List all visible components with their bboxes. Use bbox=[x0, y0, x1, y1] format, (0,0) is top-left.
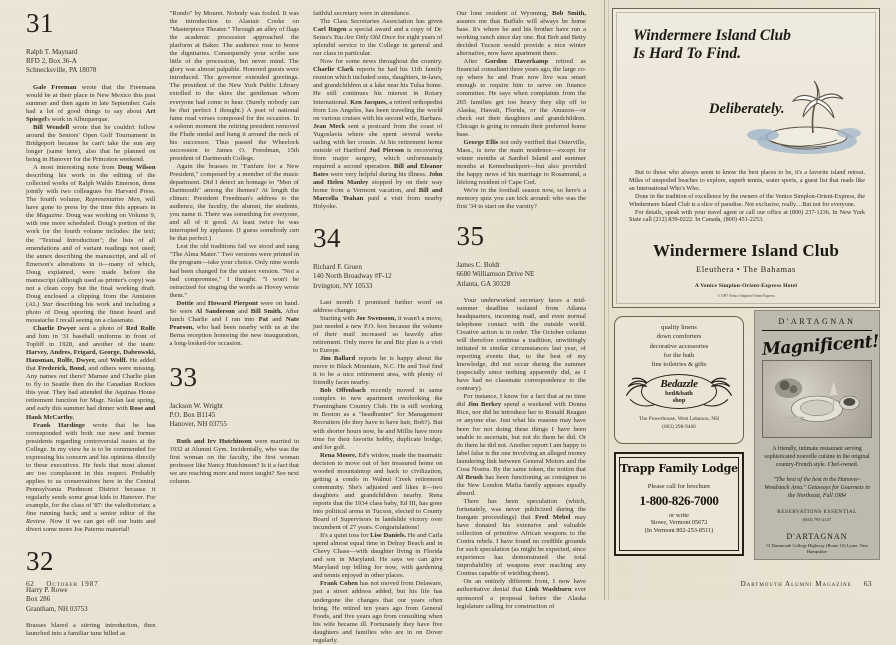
ad-windermere-island-club[interactable] bbox=[612, 8, 880, 308]
advertisement-zone bbox=[612, 8, 884, 556]
paragraph: Your underworked secretary faces a mid-summer deadline isolated from Atlanta headquarters, incoming mail, and even normal telephone contact with the outside world. Creative action is in order. The October column will therefore continue a tradition, unwittingly initiated in similar circumstances last year, of reporting events that, to the best of my knowledge, did not occur during the summer (especially since nothing apparently did, as I have had no classmate correspondence to the contrary). bbox=[456, 296, 586, 393]
ad-phone[interactable]: (603) 298-9466 bbox=[662, 423, 696, 430]
class-secretary-33 bbox=[170, 402, 300, 430]
ad-or-write: or write bbox=[668, 512, 690, 519]
class-secretary-34 bbox=[313, 263, 443, 291]
class-secretary-31 bbox=[26, 48, 156, 76]
ad-bedazzle[interactable] bbox=[614, 316, 744, 444]
ad-address: Stowe, Vermont 05672 bbox=[650, 519, 708, 526]
ad-headline-line-2: Is Hard To Find. bbox=[633, 44, 741, 62]
class-heading-32: 32 bbox=[26, 546, 54, 577]
ad-body-copy bbox=[629, 169, 865, 224]
secretary-address-2: Schnecksville, PA 18078 bbox=[26, 66, 97, 75]
page-gutter-line bbox=[604, 0, 605, 600]
paragraph: faithful secretary were in attendance. bbox=[313, 10, 411, 17]
ad-logo-name: Bedazzle bbox=[660, 378, 698, 391]
table-setting-photo bbox=[762, 360, 872, 438]
secretary-address-1: RFD 2, Box 36-A bbox=[26, 57, 77, 66]
paragraph: Brasses blared a stirring introduction, then launched into a familiar tune billed as bbox=[26, 621, 156, 637]
ad-title: D'ARTAGNAN bbox=[762, 317, 872, 331]
paragraph: Charlie Dwyer sent a photo of Red Rolfe and him in '31 baseball uniforms in front of Topliff in 1928, and another of the team: Harvey, Andres, Frigard, George, Dabrowski, Hausman, Rolfe, Dwyer, and Wolff. He added that Frederick, Bond, and others were missing. Any names out there? Marnee and Charlie plan to fly to Seattle then do the Canadian Rockies this year. They had attended the Aquinas House retirement function for Msgr. Nolan last spring, and early this summer had dinner with Rose and Hank McCarthy. bbox=[26, 325, 156, 421]
ad-product-list bbox=[619, 323, 739, 369]
ad-logo-sub-2: shop bbox=[672, 397, 686, 405]
paragraph: A most interesting note from Doug Wilson describing his work in the editing of the collected works of Ralph Waldo Emerson, done jointly with two colleagues for Harvard Press. The fourth volume, Representative Men, will have gone to press by the time this appears in the Magazine. Doug was working on Volume 9, with one more scheduled. Doug's portion of the work for the fourth volume includes: the text; the "Textual Introduction"; the lists of all emendations and of variant readings not used; the annex describing the manuscript, and all of Emerson's alterations in it—many of which, Doug explained, were made before the manuscript (although used as printer's copy) was not a clean copy but the final working draft. Doug enclosed a clipping from the Anniston (AL) Star describing his work and including a photo of Doug sporting the finest beard and moustache I recall seeing on a classmate. bbox=[26, 164, 156, 324]
class-notes-body-32 bbox=[26, 622, 156, 638]
ad-paragraph: Done in the tradition of excellence by the owners of the Venice Simplon-Orient-Express, the Windermere Island Club is a slice of paradise. Not exclusive, really…But not for everyone. bbox=[629, 192, 865, 208]
secretary-name: Richard F. Gruen bbox=[313, 263, 362, 272]
product-line: decorative accessories bbox=[649, 342, 709, 350]
ad-logo-block bbox=[613, 241, 879, 298]
paragraph: Bill Wendell wrote that he couldn't follow around the Seniors' Open Golf Tournament in Bridgeport because he can't take the sun any longer (same here), also that he planned on being in Hanover for the Princeton weekend. bbox=[26, 123, 156, 164]
paragraph: Gale Freeman wrote that the Freemans would be at their place in New Mexico this past summer and then again in late September. Gale had a lot of good things to say about Art Spiegel's work in Albuquerque. bbox=[26, 83, 156, 123]
ad-copyright: © 1987 Venice Simplon-Orient-Express bbox=[717, 294, 775, 298]
secretary-name: Harry P. Rowe bbox=[26, 586, 68, 595]
secretary-address-2: Irvington, NY 10533 bbox=[313, 281, 373, 290]
product-line: down comforters bbox=[656, 333, 702, 341]
secretary-name: Jackson W. Wright bbox=[169, 401, 223, 410]
class-notes-body-33-cont bbox=[313, 10, 443, 211]
class-notes-body-34 bbox=[313, 299, 443, 645]
page-number-left: 62 bbox=[26, 579, 35, 588]
paragraph: Jim Ballard reports he is happy about the move to Black Mountain, N.C. He and Teal find it to be a nice retirement area, with plenty of friendly faces nearby. bbox=[313, 355, 443, 387]
ad-headline bbox=[633, 27, 863, 62]
page-gutter-shadow bbox=[608, 0, 609, 600]
paragraph: Rena Moore, Ed's widow, made the traumatic decision to move out of her treasured home on wooded mountaintop and back to civilization, getting a condo in Walnut Creek retirement community. She's adjusted and likes it—two daughters and grandchildren nearby. Rena reports that the 1934 class baby, Ed III, has gone into political arena in Tucson, elected to County Board of Supervisors in landslide victory over incumbent of 27 years. Congratulations! bbox=[313, 451, 443, 532]
page-number-right: 63 bbox=[863, 579, 872, 588]
secretary-name: Ralph T. Maynard bbox=[26, 48, 78, 56]
class-notes-body-34-cont bbox=[457, 10, 587, 211]
ad-logo-affiliation: A Venice Simplon-Orient-Express Hotel bbox=[694, 283, 798, 289]
paragraph: Starting with Joe Swensson, it wasn't a move, just needed a new P.O. box because the volume of their mail increased so heavily after retirement. Only move he and Biz plan is a visit to Europe. bbox=[313, 314, 443, 355]
secretary-address-2: Atlanta, GA 30328 bbox=[456, 279, 511, 288]
secretary-name: James C. Boldt bbox=[456, 261, 500, 270]
ad-body-copy: A friendly, intimate restaurant serving sophisticated nouvelle cuisine in the original country-French style. Chef-owned. bbox=[764, 446, 870, 469]
ad-address: The Powerhouse, West Lebanon, NH bbox=[638, 416, 719, 423]
paragraph: Dottie and Howard Pierpont were on hand. So were Al Sanderson and Bill Smith. After lunch Charlie and I ran into Pat and Nate Pearson, who had been nearby with us at the Bema reception honoring the new inauguration, a long-looked-for occasion. bbox=[169, 299, 300, 347]
paragraph: Bob Offenbach recently moved in same complex to new apartment overlooking the Framingham Country Club. He is still working in Boston as a "headhunter" for Management Recruiters (do they have to have hair, Bob?). But with shorter hours now, he and Millie have more time for their favorite hobby, duplicate bridge, and for golf. bbox=[313, 387, 443, 451]
ad-call-to-action: Please call for brochure bbox=[647, 483, 711, 490]
ad-row-lower bbox=[612, 316, 880, 556]
footer-right bbox=[741, 579, 872, 588]
ad-logo-name: D'ARTAGNAN bbox=[786, 532, 848, 542]
paragraph: Frank Hardinge wrote that he has corresponded with both our new and former presidents regarding controversial issues at the College. In my view he is to be commended for expressing his concern and his opinions directly to these executives. He feels that most alumni are too complacent in this respect. Probably applies to us conservatives here in the Central Pennsylvania Piedmont District because it regularly sends some great kids to Hanover. For example, for the class of '87: the valedictorian; a fine running back; and a senior editor of the Review. Now if we can get off our butts and divert some more Joe Paterno material! bbox=[26, 421, 156, 534]
text-column-2 bbox=[170, 10, 300, 555]
paragraph: Again the brasses in "Fanfare for a New President," composed by a member of the music department. Did I detect an homage to "Men of Dartmouth" among the themes? At length the climax: President Freedman's address to the audience, the faculty, the alumni, the students, you name it. There was something for everyone, and all of it good. At least twice he was interrupted by applause. (I guess somebody can be that perfect.) bbox=[169, 162, 299, 243]
secretary-address-1: 6680 Williamson Drive NE bbox=[456, 270, 535, 279]
ad-logo-bedazzle bbox=[619, 370, 739, 414]
paragraph: Frank Cohen has not moved from Delaware, just a street address added, but his life has undergone the changes that our years often bring. He retired ten years ago from General Foods, and five years ago from consulting when his wife became ill. Fortunately they have five daughters and families who are in on Dover regularly. bbox=[313, 580, 443, 644]
paragraph: "Rondo" by Mouret. Nobody was fooled. It was the introduction to Alastair Cooke on "Masterpiece Theater." Through an alley of flags the academic procession approached the platform at Baker. The audience rose to honor the dignitaries. Consequently your scribe saw little of the procession, but never mind. The glory was almost palpable. Honored guests were introduced. The governor extended greetings. The president of the New York Public Library extolled to the skies the gentleman whom everyone had come to hear. (Surely nobody can be that perfect I thought.) A poet of national fame read verses composed for the occasion. In a solemn moment the retiring president removed the Flude medal and hung it around the neck of his successor. Thus passed the Wheelock succession to James O. Freedman, 15th president of Dartmouth College. bbox=[169, 10, 299, 162]
paragraph: After Gordon Haverkamp retired as financial consultant three years ago, the large co-op where he and Fran now live was smart enough to require him to serve on finance committee. He says when complaints from the 265 families get too heavy they slip off to Alaska, Hawaii, Florida, or the Amazon—or check out their daughters and grandchildren. Chicago is going to remain their preferred home base. bbox=[456, 58, 586, 138]
class-notes-body-35 bbox=[457, 297, 587, 611]
class-heading-31: 31 bbox=[26, 8, 54, 38]
paragraph: For instance, I know for a fact that at no time did Jim Berkey spend a weekend with Donna Rice, nor did he introduce her to Ronald Reagan or anyone else. Just what his reasons may have been for not doing these things I have been unable to ascertain, but not do them he did. Or do them he did not. Another report I am happy to label false is the one involving an alleged money laundering link between General Motors and the Cosa Nostra. By the same token, the notion that Al Brush has been functioning as consignee to the New London Mafia family appears equally absurd. bbox=[456, 393, 587, 497]
paragraph: It's a quiet toss for Lise Daniels. He and Carla spend almost equal time in Delray Beach and in Chevy Chase—with daughter living in Florida and son in Maryland. He says we can give Maryland top billing for now, with gardening and tennis enjoyed in other places. bbox=[313, 532, 443, 580]
ad-dartagnan[interactable] bbox=[754, 310, 880, 560]
secretary-address-2: Hanover, NH 03755 bbox=[169, 420, 227, 429]
ad-contact bbox=[619, 416, 739, 431]
secretary-address-1: P.O. Box B1145 bbox=[169, 411, 216, 420]
ad-logo-location: Eleuthera • The Bahamas bbox=[696, 264, 796, 274]
product-line: fine toiletries & gifts bbox=[651, 361, 707, 369]
issue-date: October 1987 bbox=[46, 580, 99, 588]
secretary-address-1: Box 286 bbox=[26, 595, 51, 604]
ad-review-quote: "The best of the best in the Hanover-Woodstock Area." Getaways for Gourmets in the Northeast, Fall 1984 bbox=[764, 476, 870, 500]
class-heading-35: 35 bbox=[456, 221, 485, 252]
class-heading-33: 33 bbox=[169, 361, 198, 392]
ad-in-state-phone[interactable]: (In Vermont 802-253-8511) bbox=[644, 527, 714, 534]
paragraph: There has been speculation (which, fortunately, was never publicized during the Irangate proceedings) that Fred Mebel may have donated his extensive and valuable collection of primitive African weapons to the Contra rebels. I have found no credible grounds for such speculation (as might be expected, since experience has demonstrated the total improbability of weapons ever reaching any Contras capable of wielding them). bbox=[456, 497, 586, 578]
paragraph: Now for some news throughout the country. Charlie Clark reports he had his 11th family reunion which included sons, daughters, in-laws, and grandchildren at a lake near his Tulsa home. He still continues his interest in Rotary International. Ken Jacques, a retired orthopedist from Los Angeles, has been traveling the world on various cruises with his second wife, Barbara. Jean Meck sent a postcard from the coast of Yugoslavia where she spent several weeks sailing with her cousin. At his retirement home outside of Hartford Jud Pierson is recovering from major surgery, which unfortunately required a second operation. Bill and Eleanor Bates were very helpful during his illness. John and Helen Manley stopped by on their way home from a Vermont vacation, and Bill and Marcella Teahan paid a visit from nearby Holyoke. bbox=[313, 58, 443, 211]
secretary-address-1: 140 North Broadway #F-12 bbox=[313, 272, 392, 281]
paragraph: Last month I promised further word on address changes: bbox=[313, 298, 443, 314]
class-notes-body-31 bbox=[26, 84, 156, 535]
palm-island-icon bbox=[745, 71, 865, 161]
paragraph: Lest the old traditions fail we stood and sang "The Alma Mater." Two versions were printed in the program—take your choice. Only nine words had been changed for the unisex version. "Not a bad compromise," I thought. "I won't be ostracized for singing the words as Hovey wrote them." bbox=[169, 243, 299, 299]
ad-script-headline: Magnificent! bbox=[761, 331, 880, 360]
ad-logo-name: Windermere Island Club bbox=[652, 241, 840, 260]
ad-headline-line-1: Windermere Island Club bbox=[633, 27, 791, 44]
ad-logo-name: Trapp Family Lodge bbox=[620, 462, 738, 475]
paragraph: Ruth and Irv Hutchinson were married in 1932 at Alumni Gym. Incidentally, who was the first woman on the faculty, the first woman professor like Nancy Hutchinson? Is it a fact that we are reaching more and more taught? See next column. bbox=[169, 437, 299, 485]
product-line: for the bath bbox=[663, 351, 695, 359]
class-secretary-32 bbox=[26, 586, 156, 614]
paragraph: On an entirely different front, I now have authoritative denial that Link Washburn ever sponsored a proposal before the Alaska legislature calling for construction of bbox=[456, 578, 586, 610]
paragraph: Our lone resident of Wyoming, Bob Smith, assures me that Buffalo will always be home base. It's where he and his brother have run a working ranch since day one. But Bob and Betty decided Tucson would provide a nice winter alternative, now have apartment there. bbox=[456, 10, 586, 58]
ad-phone[interactable]: 1-800-826-7000 bbox=[639, 493, 719, 508]
footer-left bbox=[26, 579, 99, 588]
paragraph: We're in the football season now, so here's a memory quiz you can kick around: who was the first '34 to start on the varsity? bbox=[456, 187, 586, 211]
ad-phone[interactable]: (603) 795-2137 bbox=[802, 517, 832, 523]
ad-paragraph: For details, speak with your travel agent or call our office at (800) 237-1236. In New York State call (212) 839-0222. In Canada, (800) 451-2253. bbox=[629, 208, 865, 224]
product-line: quality linens bbox=[661, 324, 697, 331]
ad-trapp-family-lodge[interactable] bbox=[614, 452, 744, 556]
class-notes-body-33 bbox=[170, 438, 300, 486]
ad-paragraph: But to those who always seem to know the best places to be, it's a favorite island retreat. Miles of unspoiled beaches to explore, superb tennis, water sports, a guest list that reads like an International Who's Who. bbox=[629, 169, 865, 192]
publication-name: Dartmouth Alumni Magazine bbox=[740, 580, 852, 588]
text-column-3 bbox=[313, 10, 443, 644]
class-heading-34: 34 bbox=[313, 223, 341, 254]
secretary-address-2: Grantham, NH 03753 bbox=[26, 604, 88, 613]
ad-tagline: Deliberately. bbox=[709, 101, 785, 117]
class-notes-body-32-cont bbox=[170, 10, 300, 348]
text-column-4 bbox=[456, 10, 587, 610]
paragraph: The Class Secretaries Association has given Carl Rugen a special award and a copy of Dr. Seuss's You Are Only Old Once for eight years of splendid service to the College in general and our class in particular. bbox=[313, 18, 443, 58]
ad-address: 13 Dartmouth College Highway (Route 10) Lyme, New Hampshire bbox=[765, 543, 869, 555]
class-secretary-35 bbox=[457, 261, 587, 289]
place-setting-icon bbox=[763, 361, 871, 437]
paragraph: George Ellis not only verified that Osterville, Mass., is now the main residence—except for winter months at Sanibel Island and summer months at Kennebunkport—but also provided the happy news of his marriage to Rosamund, a lifelong resident of Cape Cod. bbox=[456, 138, 586, 186]
ad-logo-sub-1: bed&bath bbox=[665, 390, 693, 398]
ad-reservations-note: RESERVATIONS ESSENTIAL bbox=[777, 509, 857, 516]
